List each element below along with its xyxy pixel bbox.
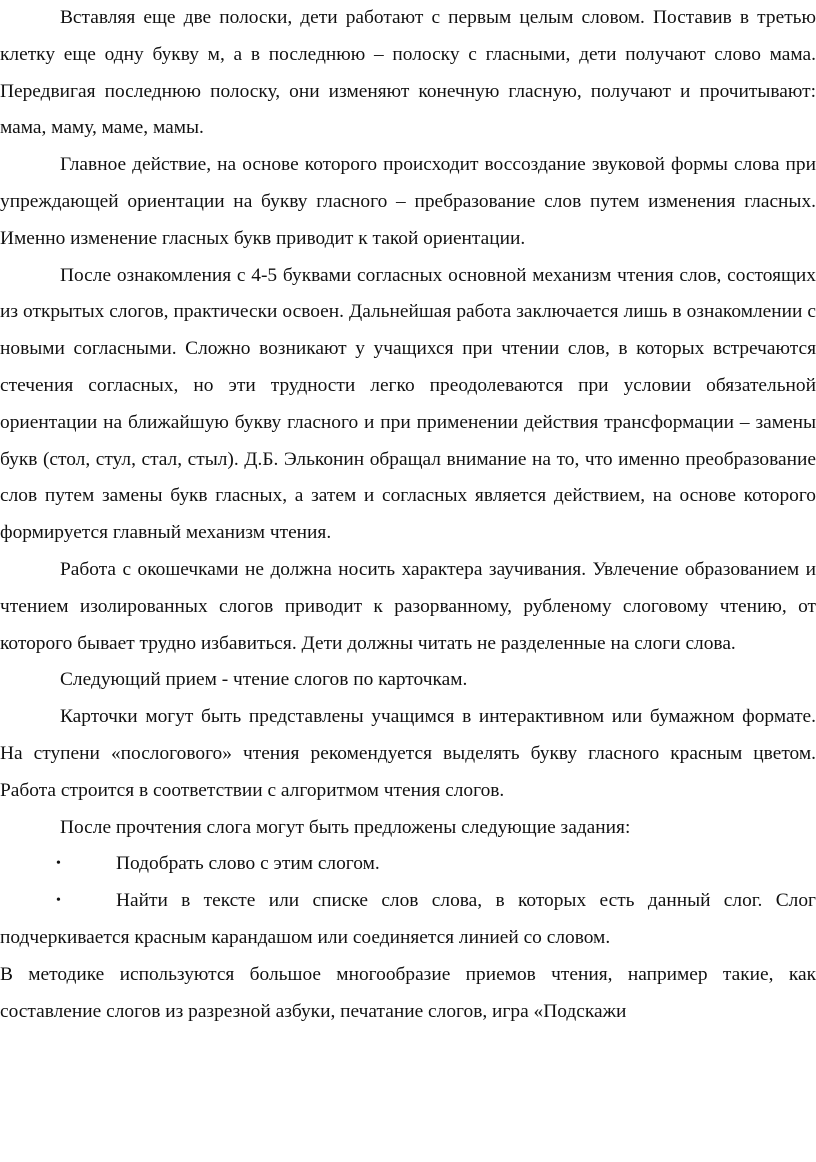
paragraph-1: Вставляя еще две полоски, дети работают с первым целым словом. Поставив в третью клетку еще одну букву м, а в последнюю – полоску с гласными, дети получают слово мама. Передвигая последнюю полоску, они изменяют конечную гласную, получают и прочитывают: мама, маму, маме, мамы. — [0, 7, 816, 139]
bullet-item-1 — [0, 846, 816, 883]
paragraph-3: После ознакомления с 4-5 буквами согласных основной механизм чтения слов, состоящих из открытых слогов, практически освоен. Дальнейшая работа заключается лишь в ознакомлении с новыми согласными. Сложно возникают у учащихся при чтении слов, в которых встречаются стечения согласных, но эти трудности легко преодолеваются при условии обязательной ориентации на ближайшую букву гласного и при применении действия трансформации – замены букв (стол, стул, стал, стыл). Д.Б. Эльконин обращал внимание на то, что именно преобразование слов путем замены букв гласных, а затем и согласных является действием, на основе которого формируется главный механизм чтения. — [0, 264, 816, 544]
paragraph-4: Работа с окошечками не должна носить характера заучивания. Увлечение образованием и чтением изолированных слогов приводит к разорванному, рубленому слоговому чтению, от которого бывает трудно избавиться. Дети должны читать не разделенные на слоги слова. — [0, 558, 816, 654]
paragraph-7: После прочтения слога могут быть предложены следующие задания: — [60, 816, 631, 838]
paragraph-5: Следующий прием - чтение слогов по карточкам. — [60, 669, 468, 691]
paragraph-6: Карточки могут быть представлены учащимся в интерактивном или бумажном формате. На ступени «послогового» чтения рекомендуется выделять букву гласного красным цветом. Работа строится в соответствии с алгоритмом чтения слогов. — [0, 706, 816, 801]
bullet-item-2 — [0, 883, 816, 957]
bullet-text-1: Подобрать слово с этим слогом. — [116, 853, 380, 875]
paragraph-final: В методике используются большое многообразие приемов чтения, например такие, как составление слогов из разрезной азбуки, печатание слогов, игра «Подскажи — [0, 963, 816, 1022]
bullet-dot-icon: • — [56, 893, 61, 909]
bullet-dot-icon: • — [56, 856, 61, 872]
paragraph-2: Главное действие, на основе которого происходит воссоздание звуковой формы слова при упреждающей ориентации на букву гласного – пребразование слов путем изменения гласных. Именно изменение гласных букв приводит к такой ориентации. — [0, 154, 816, 249]
bullet-text-2: Найти в тексте или списке слов слова, в которых есть данный слог. Слог подчеркивается красным карандашом или соединяется линией со словом. — [0, 890, 816, 948]
